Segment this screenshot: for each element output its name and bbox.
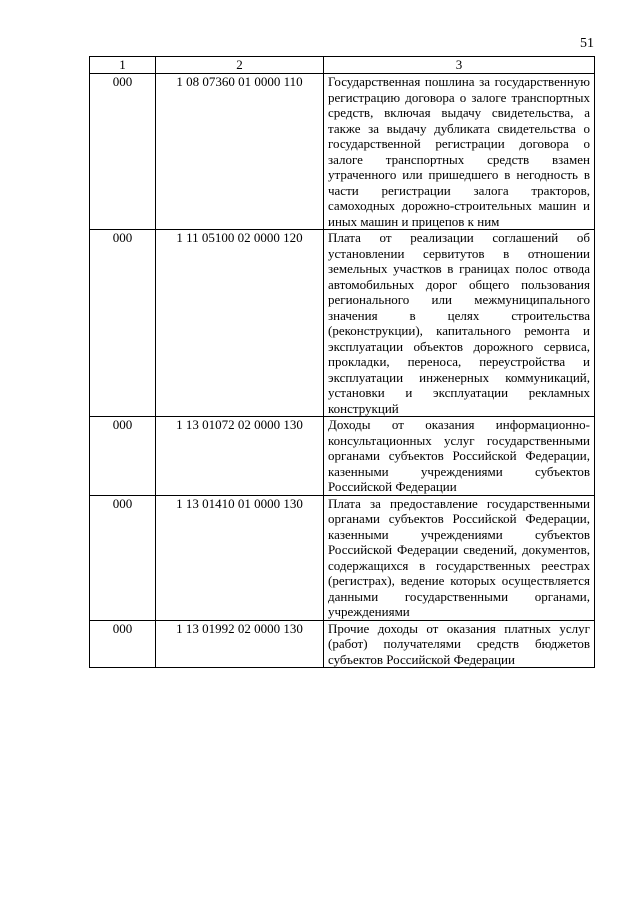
page-number: 51 [580,36,594,51]
column-header-3: 3 [324,57,595,74]
description-cell: Прочие доходы от оказания платных услуг (работ) получателями средств бюджетов субъектов Российской Федерации [324,620,595,668]
admin-code-cell: 000 [90,74,156,230]
description-cell: Плата за предоставление государственными органами субъектов Российской Федерации, казенными учреждениями субъектов Российской Федерации сведений, документов, содержащихся в государственных реестрах (регистрах), ведение которых осуществляется данными государственными органами, учреждениями [324,495,595,620]
revenue-code-cell: 1 13 01072 02 0000 130 [156,417,324,496]
revenue-codes-table [89,56,595,668]
table-row [90,620,595,668]
table-row [90,417,595,496]
revenue-code-cell: 1 13 01992 02 0000 130 [156,620,324,668]
table-header-row [90,57,595,74]
revenue-code-cell: 1 08 07360 01 0000 110 [156,74,324,230]
admin-code-cell: 000 [90,620,156,668]
revenue-code-cell: 1 13 01410 01 0000 130 [156,495,324,620]
admin-code-cell: 000 [90,495,156,620]
admin-code-cell: 000 [90,230,156,417]
description-cell: Плата от реализации соглашений об установлении сервитутов в отношении земельных участков в границах полос отвода автомобильных дорог общего пользования регионального или межмуниципального значения в целях строительства (реконструкции), капитального ремонта и эксплуатации объектов дорожного сервиса, прокладки, переноса, переустройства и эксплуатации инженерных коммуникаций, установки и эксплуатации рекламных конструкций [324,230,595,417]
column-header-2: 2 [156,57,324,74]
table-row [90,74,595,230]
description-cell: Доходы от оказания информационно-консультационных услуг государственными органами субъектов Российской Федерации, казенными учреждениями субъектов Российской Федерации [324,417,595,496]
revenue-code-cell: 1 11 05100 02 0000 120 [156,230,324,417]
description-cell: Государственная пошлина за государственную регистрацию договора о залоге транспортных средств, включая выдачу свидетельства, а также за выдачу дубликата свидетельства о государственной регистрации договора о залоге транспортных средств взамен утраченного или пришедшего в негодность в части регистрации залога тракторов, самоходных дорожно-строительных машин и иных машин и прицепов к ним [324,74,595,230]
admin-code-cell: 000 [90,417,156,496]
table-row [90,495,595,620]
column-header-1: 1 [90,57,156,74]
table-row [90,230,595,417]
